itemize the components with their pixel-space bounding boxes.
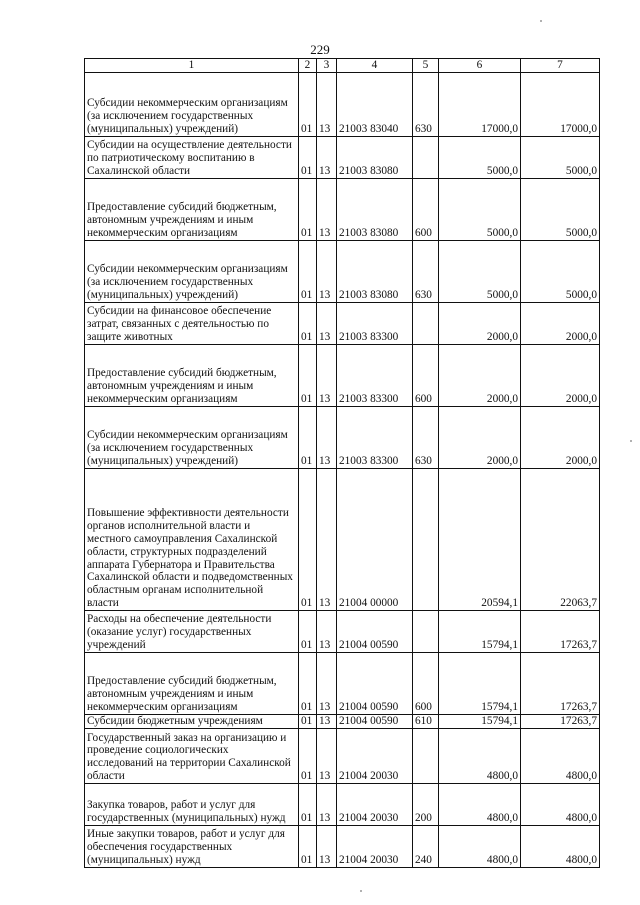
- target-article-cell: 21004 00590: [337, 652, 413, 714]
- table-row: [85, 714, 600, 728]
- header-cell: 2: [299, 59, 317, 73]
- target-article-cell: 21004 20030: [337, 783, 413, 825]
- row-name-cell: Субсидии некоммерческим организациям (за исключением государственных (муниципальных) учреждений): [85, 406, 299, 468]
- row-name-cell: Субсидии на осуществление деятельности по патриотическому воспитанию в Сахалинской области: [85, 136, 299, 178]
- section-code-cell: 01: [299, 783, 317, 825]
- amount-year2-cell: 17000,0: [521, 72, 600, 136]
- table-row: [85, 652, 600, 714]
- header-cell: 7: [521, 59, 600, 73]
- expense-type-cell: 600: [413, 178, 439, 240]
- section-code-cell: 01: [299, 652, 317, 714]
- target-article-cell: 21003 83080: [337, 178, 413, 240]
- amount-year1-cell: 15794,1: [439, 714, 521, 728]
- subsection-code-cell: 13: [317, 178, 337, 240]
- target-article-cell: 21004 00590: [337, 610, 413, 652]
- table-row: [85, 728, 600, 783]
- expense-type-cell: 200: [413, 783, 439, 825]
- subsection-code-cell: 13: [317, 240, 337, 302]
- header-row: [85, 59, 600, 73]
- section-code-cell: 01: [299, 610, 317, 652]
- section-code-cell: 01: [299, 728, 317, 783]
- header-cell: 3: [317, 59, 337, 73]
- amount-year1-cell: 4800,0: [439, 783, 521, 825]
- expense-type-cell: 630: [413, 406, 439, 468]
- row-name-cell: Предоставление субсидий бюджетным, автономным учреждениям и иным некоммерческим организациям: [85, 344, 299, 406]
- section-code-cell: 01: [299, 714, 317, 728]
- subsection-code-cell: 13: [317, 825, 337, 867]
- section-code-cell: 01: [299, 344, 317, 406]
- table-row: [85, 610, 600, 652]
- amount-year1-cell: 2000,0: [439, 344, 521, 406]
- amount-year2-cell: 5000,0: [521, 136, 600, 178]
- amount-year2-cell: 5000,0: [521, 240, 600, 302]
- amount-year1-cell: 5000,0: [439, 136, 521, 178]
- row-name-cell: Закупка товаров, работ и услуг для государственных (муниципальных) нужд: [85, 783, 299, 825]
- amount-year2-cell: 2000,0: [521, 302, 600, 344]
- target-article-cell: 21003 83080: [337, 240, 413, 302]
- amount-year2-cell: 4800,0: [521, 783, 600, 825]
- section-code-cell: 01: [299, 136, 317, 178]
- target-article-cell: 21004 00590: [337, 714, 413, 728]
- scan-speck: [630, 440, 632, 442]
- row-name-cell: Иные закупки товаров, работ и услуг для обеспечения государственных (муниципальных) нужд: [85, 825, 299, 867]
- expense-type-cell: [413, 302, 439, 344]
- amount-year2-cell: 17263,7: [521, 652, 600, 714]
- table-row: [85, 302, 600, 344]
- subsection-code-cell: 13: [317, 72, 337, 136]
- amount-year1-cell: 2000,0: [439, 302, 521, 344]
- target-article-cell: 21003 83080: [337, 136, 413, 178]
- expense-type-cell: 600: [413, 652, 439, 714]
- subsection-code-cell: 13: [317, 468, 337, 610]
- target-article-cell: 21004 20030: [337, 728, 413, 783]
- table-row: [85, 178, 600, 240]
- target-article-cell: 21003 83300: [337, 302, 413, 344]
- target-article-cell: 21004 00000: [337, 468, 413, 610]
- header-cell: 1: [85, 59, 299, 73]
- amount-year1-cell: 5000,0: [439, 240, 521, 302]
- amount-year2-cell: 5000,0: [521, 178, 600, 240]
- target-article-cell: 21003 83300: [337, 344, 413, 406]
- expense-type-cell: [413, 136, 439, 178]
- row-name-cell: Субсидии на финансовое обеспечение затрат, связанных с деятельностью по защите животных: [85, 302, 299, 344]
- section-code-cell: 01: [299, 468, 317, 610]
- table-row: [85, 72, 600, 136]
- subsection-code-cell: 13: [317, 302, 337, 344]
- header-cell: 4: [337, 59, 413, 73]
- subsection-code-cell: 13: [317, 406, 337, 468]
- table-row: [85, 136, 600, 178]
- row-name-cell: Расходы на обеспечение деятельности (оказание услуг) государственных учреждений: [85, 610, 299, 652]
- section-code-cell: 01: [299, 240, 317, 302]
- expense-type-cell: [413, 610, 439, 652]
- amount-year1-cell: 4800,0: [439, 825, 521, 867]
- amount-year2-cell: 22063,7: [521, 468, 600, 610]
- expense-type-cell: 600: [413, 344, 439, 406]
- amount-year2-cell: 17263,7: [521, 610, 600, 652]
- subsection-code-cell: 13: [317, 136, 337, 178]
- page-number: 229: [310, 42, 330, 57]
- amount-year1-cell: 15794,1: [439, 610, 521, 652]
- section-code-cell: 01: [299, 178, 317, 240]
- row-name-cell: Субсидии некоммерческим организациям (за исключением государственных (муниципальных) учреждений): [85, 240, 299, 302]
- target-article-cell: 21003 83040: [337, 72, 413, 136]
- amount-year2-cell: 4800,0: [521, 825, 600, 867]
- subsection-code-cell: 13: [317, 783, 337, 825]
- section-code-cell: 01: [299, 302, 317, 344]
- amount-year1-cell: 15794,1: [439, 652, 521, 714]
- table-row: [85, 344, 600, 406]
- amount-year2-cell: 2000,0: [521, 344, 600, 406]
- amount-year2-cell: 17263,7: [521, 714, 600, 728]
- amount-year2-cell: 4800,0: [521, 728, 600, 783]
- row-name-cell: Субсидии некоммерческим организациям (за исключением государственных (муниципальных) учреждений): [85, 72, 299, 136]
- amount-year1-cell: 17000,0: [439, 72, 521, 136]
- table-row: [85, 783, 600, 825]
- subsection-code-cell: 13: [317, 652, 337, 714]
- section-code-cell: 01: [299, 72, 317, 136]
- subsection-code-cell: 13: [317, 714, 337, 728]
- row-name-cell: Субсидии бюджетным учреждениям: [85, 714, 299, 728]
- expense-type-cell: 630: [413, 240, 439, 302]
- subsection-code-cell: 13: [317, 344, 337, 406]
- scan-speck: [540, 20, 542, 22]
- table-row: [85, 825, 600, 867]
- subsection-code-cell: 13: [317, 728, 337, 783]
- expense-type-cell: 610: [413, 714, 439, 728]
- row-name-cell: Повышение эффективности деятельности органов исполнительной власти и местного самоуправления Сахалинской области, структурных подразделений аппарата Губернатора и Правительства Сахалинской области и подведомственных областным органам исполнительной власти: [85, 468, 299, 610]
- expense-type-cell: 240: [413, 825, 439, 867]
- header-cell: 6: [439, 59, 521, 73]
- row-name-cell: Предоставление субсидий бюджетным, автономным учреждениям и иным некоммерческим организациям: [85, 652, 299, 714]
- subsection-code-cell: 13: [317, 610, 337, 652]
- row-name-cell: Предоставление субсидий бюджетным, автономным учреждениям и иным некоммерческим организациям: [85, 178, 299, 240]
- row-name-cell: Государственный заказ на организацию и проведение социологических исследований на территории Сахалинской области: [85, 728, 299, 783]
- table-row: [85, 240, 600, 302]
- scan-speck: [360, 890, 362, 892]
- table-row: [85, 468, 600, 610]
- section-code-cell: 01: [299, 825, 317, 867]
- amount-year2-cell: 2000,0: [521, 406, 600, 468]
- section-code-cell: 01: [299, 406, 317, 468]
- target-article-cell: 21004 20030: [337, 825, 413, 867]
- expense-type-cell: [413, 728, 439, 783]
- amount-year1-cell: 4800,0: [439, 728, 521, 783]
- expense-type-cell: [413, 468, 439, 610]
- amount-year1-cell: 2000,0: [439, 406, 521, 468]
- amount-year1-cell: 20594,1: [439, 468, 521, 610]
- budget-table: [84, 58, 600, 868]
- amount-year1-cell: 5000,0: [439, 178, 521, 240]
- target-article-cell: 21003 83300: [337, 406, 413, 468]
- header-cell: 5: [413, 59, 439, 73]
- table-row: [85, 406, 600, 468]
- expense-type-cell: 630: [413, 72, 439, 136]
